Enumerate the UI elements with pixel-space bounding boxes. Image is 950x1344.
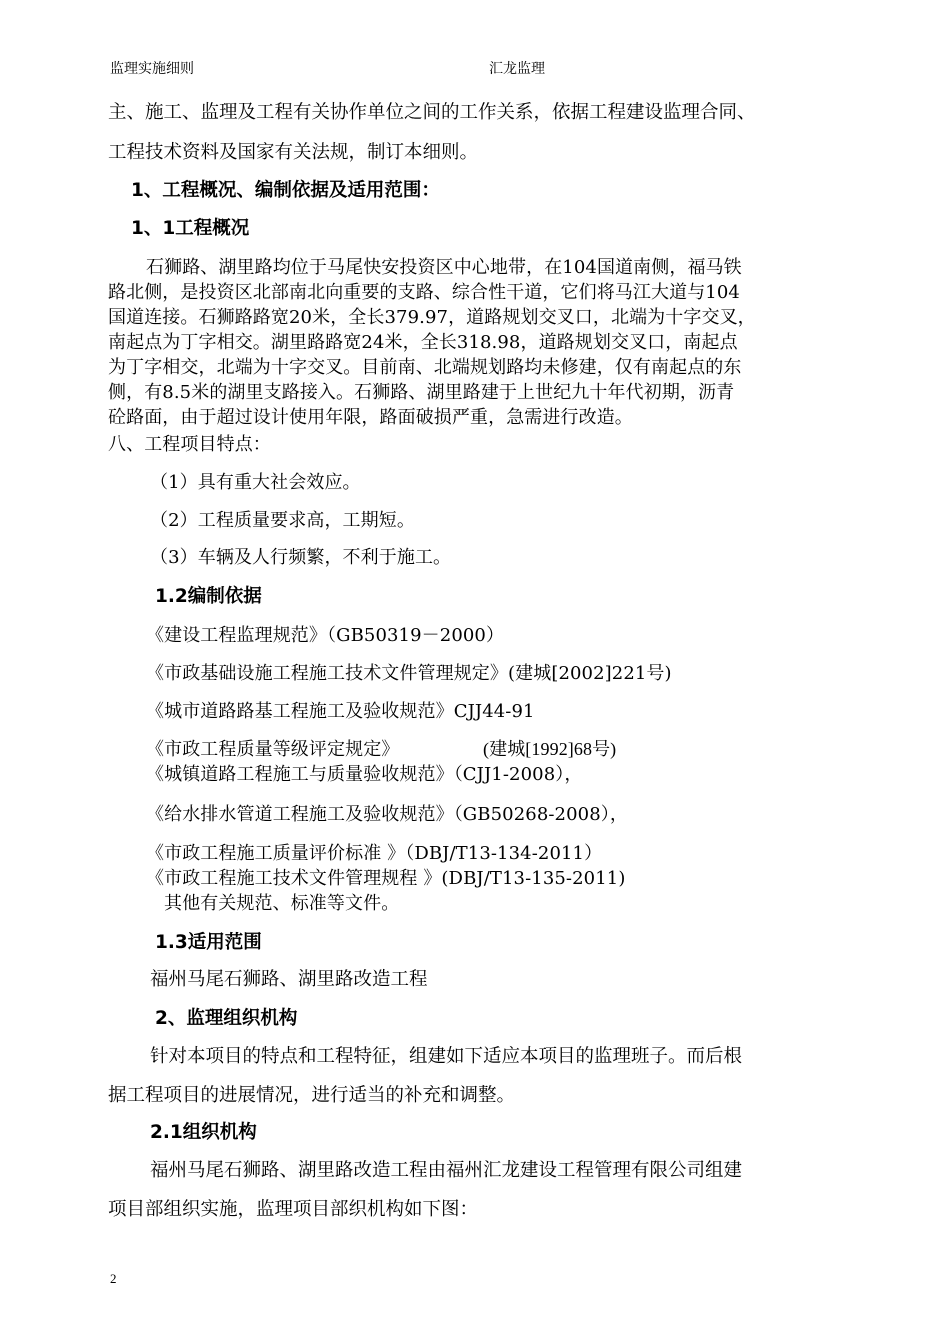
header-left: 监理实施细则 — [110, 61, 194, 77]
feature-item-2: （2）工程质量要求高，工期短。 — [150, 510, 415, 531]
basis-item-4-ref: (建城[1992]68号) — [483, 739, 617, 759]
basis-item-5: 《城镇道路工程施工与质量验收规范》（CJJ1-2008）， — [146, 764, 583, 785]
basis-item-6: 《给水排水管道工程施工及验收规范》（GB50268-2008）， — [146, 804, 628, 825]
basis-item-9: 其他有关规范、标准等文件。 — [164, 893, 400, 914]
scope-text: 福州马尾石狮路、湖里路改造工程 — [150, 969, 428, 990]
features-title: 八、工程项目特点： — [108, 434, 271, 455]
section-1-3-heading: 1.3适用范围 — [155, 932, 262, 953]
overview-line-6: 侧，有8.5米的湖里支路接入。石狮路、湖里路建于上世纪九十年代初期，沥青 — [108, 382, 735, 403]
feature-item-3: （3）车辆及人行频繁，不利于施工。 — [150, 547, 452, 568]
section-2-heading: 2、监理组织机构 — [155, 1008, 298, 1029]
basis-item-7: 《市政工程施工质量评价标准 》（DBJ/T13-134-2011） — [146, 843, 603, 864]
section-1-heading: 1、工程概况、编制依据及适用范围： — [131, 180, 440, 201]
basis-item-1: 《建设工程监理规范》（GB50319－2000） — [146, 625, 505, 646]
overview-line-1: 石狮路、湖里路均位于马尾快安投资区中心地带，在104国道南侧，福马铁 — [146, 257, 742, 278]
page-number: 2 — [110, 1271, 117, 1286]
org-line-1: 福州马尾石狮路、湖里路改造工程由福州汇龙建设工程管理有限公司组建 — [150, 1160, 743, 1181]
org-intro-line-1: 针对本项目的特点和工程特征，组建如下适应本项目的监理班子。而后根 — [150, 1046, 743, 1067]
basis-item-3: 《城市道路路基工程施工及验收规范》CJJ44-91 — [146, 701, 535, 722]
overview-line-2: 路北侧，是投资区北部南北向重要的支路、综合性干道，它们将马江大道与104 — [108, 282, 740, 303]
basis-item-8: 《市政工程施工技术文件管理规程 》(DBJ/T13-135-2011) — [146, 868, 626, 889]
basis-item-2: 《市政基础设施工程施工技术文件管理规定》(建城[2002]221号) — [146, 663, 672, 684]
org-intro-line-2: 据工程项目的进展情况，进行适当的补充和调整。 — [108, 1085, 516, 1106]
overview-line-7: 砼路面，由于超过设计使用年限，路面破损严重，急需进行改造。 — [108, 407, 633, 428]
overview-line-3: 国道连接。石狮路路宽20米，全长379.97，道路规划交叉口，北端为十字交叉， — [108, 307, 756, 328]
overview-line-4: 南起点为丁字相交。湖里路路宽24米，全长318.98，道路规划交叉口，南起点 — [108, 332, 738, 353]
overview-line-5: 为丁字相交，北端为十字交叉。目前南、北端规划路均未修建，仅有南起点的东 — [108, 357, 742, 378]
section-1-2-heading: 1.2编制依据 — [155, 586, 262, 607]
intro-line-2: 工程技术资料及国家有关法规，制订本细则。 — [108, 142, 479, 163]
feature-item-1: （1）具有重大社会效应。 — [150, 472, 361, 493]
header-center: 汇龙监理 — [489, 61, 545, 77]
org-line-2: 项目部组织实施，监理项目部织机构如下图： — [108, 1199, 479, 1220]
basis-item-4: 《市政工程质量等级评定规定》 — [146, 739, 400, 760]
intro-line-1: 主、施工、监理及工程有关协作单位之间的工作关系，依据工程建设监理合同、 — [108, 102, 756, 123]
section-2-1-heading: 2.1组织机构 — [150, 1122, 257, 1143]
section-1-1-heading: 1、1工程概况 — [131, 218, 250, 239]
